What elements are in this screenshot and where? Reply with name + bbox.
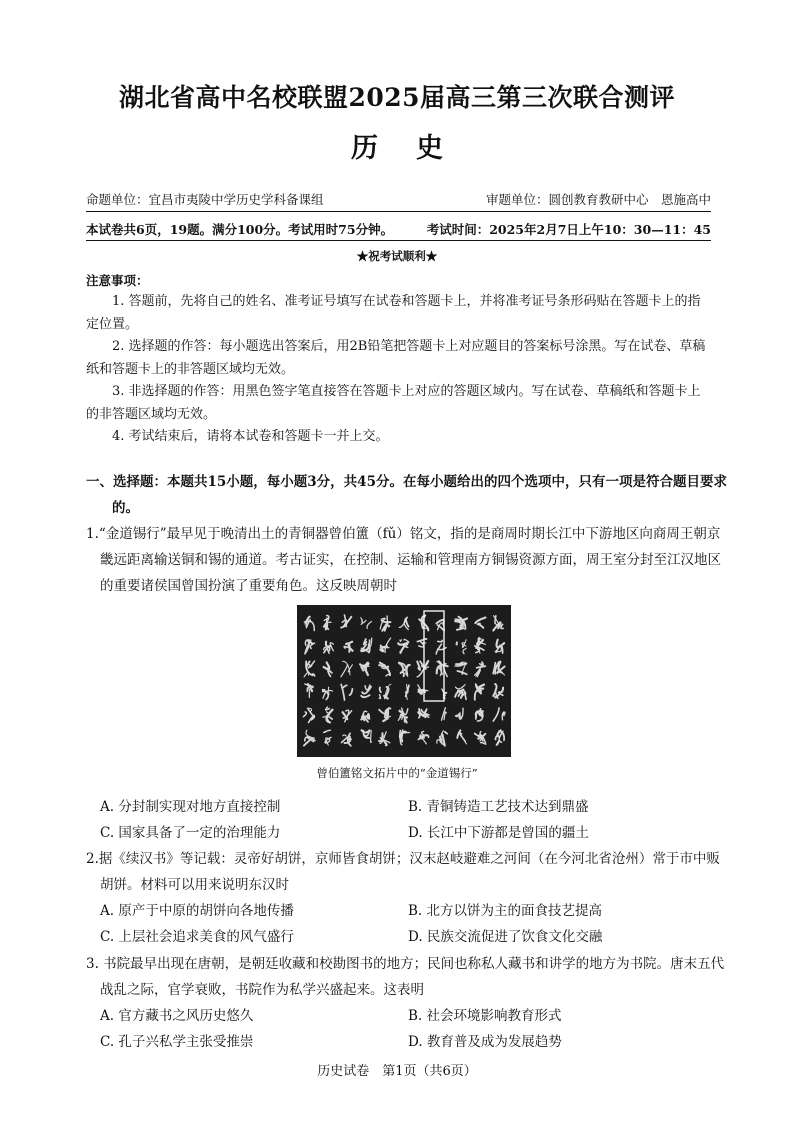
q1-option-a[interactable]: A. 分封制实现对地方直接控制 — [100, 799, 281, 815]
q2-option-d[interactable]: D. 民族交流促进了饮食文化交融 — [408, 929, 603, 945]
q3-option-a[interactable]: A. 官方藏书之风历史悠久 — [100, 1008, 254, 1024]
q3-option-c[interactable]: C. 孔子兴私学主张受推崇 — [100, 1034, 254, 1050]
q2-option-a[interactable]: A. 原产于中原的胡饼向各地传播 — [100, 903, 294, 919]
exam-title: 湖北省高中名校联盟2025届高三第三次联合测评 — [118, 83, 676, 112]
question-2-stem: 2.据《续汉书》等记载：灵帝好胡饼，京师皆食胡饼；汉末赵岐避难之河间（在今河北省沧州）常于市中贩胡饼。材料可以用来说明东汉时 — [86, 851, 720, 893]
subject-title: 历史 — [351, 133, 481, 164]
figure-caption: 曾伯簠铭文拓片中的“金道锡行” — [316, 766, 478, 780]
q3-option-d[interactable]: D. 教育普及成为发展趋势 — [408, 1034, 562, 1050]
divider-thick — [86, 211, 711, 212]
compiler-unit: 命题单位：宜昌市夷陵中学历史学科备课组 — [86, 192, 324, 207]
exam-time: 考试时间：2025年2月7日上午10：30—11：45 — [426, 222, 711, 237]
q3-option-b[interactable]: B. 社会环境影响教育形式 — [408, 1008, 562, 1024]
inscription-rubbing-image — [297, 605, 511, 757]
good-luck-banner: ★祝考试顺利★ — [356, 249, 438, 263]
exam-info: 本试卷共6页，19题。满分100分。考试用时75分钟。 — [86, 222, 394, 237]
section-heading: 一、选择题：本题共15小题，每小题3分，共45分。在每小题给出的四个选项中，只有一项是符合题目要求的。 — [86, 474, 727, 516]
notice-item: 2. 选择题的作答：每小题选出答案后，用2B铅笔把答题卡上对应题目的答案标号涂黑。写在试卷、草稿纸和答题卡上的非答题区域均无效。 — [86, 339, 706, 377]
q2-option-c[interactable]: C. 上层社会追求美食的风气盛行 — [100, 929, 294, 945]
notice-heading: 注意事项： — [86, 273, 149, 288]
question-3-stem: 3. 书院最早出现在唐朝，是朝廷收藏和校勘图书的地方；民间也称私人藏书和讲学的地方为书院。唐末五代战乱之际，官学衰败，书院作为私学兴盛起来。这表明 — [86, 956, 725, 998]
compiler-row — [86, 190, 711, 208]
notice-item: 1. 答题前，先将自己的姓名、准考证号填写在试卷和答题卡上，并将准考证号条形码贴在答题卡上的指定位置。 — [86, 294, 701, 332]
page-footer: 历史试卷 第1页（共6页） — [317, 1064, 477, 1079]
exam-info-row — [86, 220, 711, 238]
question-1-stem: 1.“金道锡行”最早见于晚清出土的青铜器曾伯簠（fǔ）铭文，指的是商周时期长江中下游地区向商周王朝京畿远距离输送铜和锡的通道。考古证实，在控制、运输和管理南方铜锡资源方面，周王室分封至江汉地区的重要诸侯国曾国扮演了重要角色。这反映周朝时 — [86, 526, 721, 594]
q1-option-b[interactable]: B. 青铜铸造工艺技术达到鼎盛 — [408, 799, 589, 815]
notice-item: 4. 考试结束后，请将本试卷和答题卡一并上交。 — [112, 429, 389, 444]
q1-option-c[interactable]: C. 国家具备了一定的治理能力 — [100, 825, 281, 841]
q1-option-d[interactable]: D. 长江中下游都是曾国的疆土 — [408, 825, 589, 841]
reviewer-unit: 审题单位：圆创教育教研中心 恩施高中 — [485, 192, 711, 207]
divider-thin — [86, 240, 711, 241]
q2-option-b[interactable]: B. 北方以饼为主的面食技艺提高 — [408, 903, 603, 919]
notice-item: 3. 非选择题的作答：用黑色签字笔直接答在答题卡上对应的答题区域内。写在试卷、草稿纸和答题卡上的非答题区域均无效。 — [86, 384, 701, 422]
